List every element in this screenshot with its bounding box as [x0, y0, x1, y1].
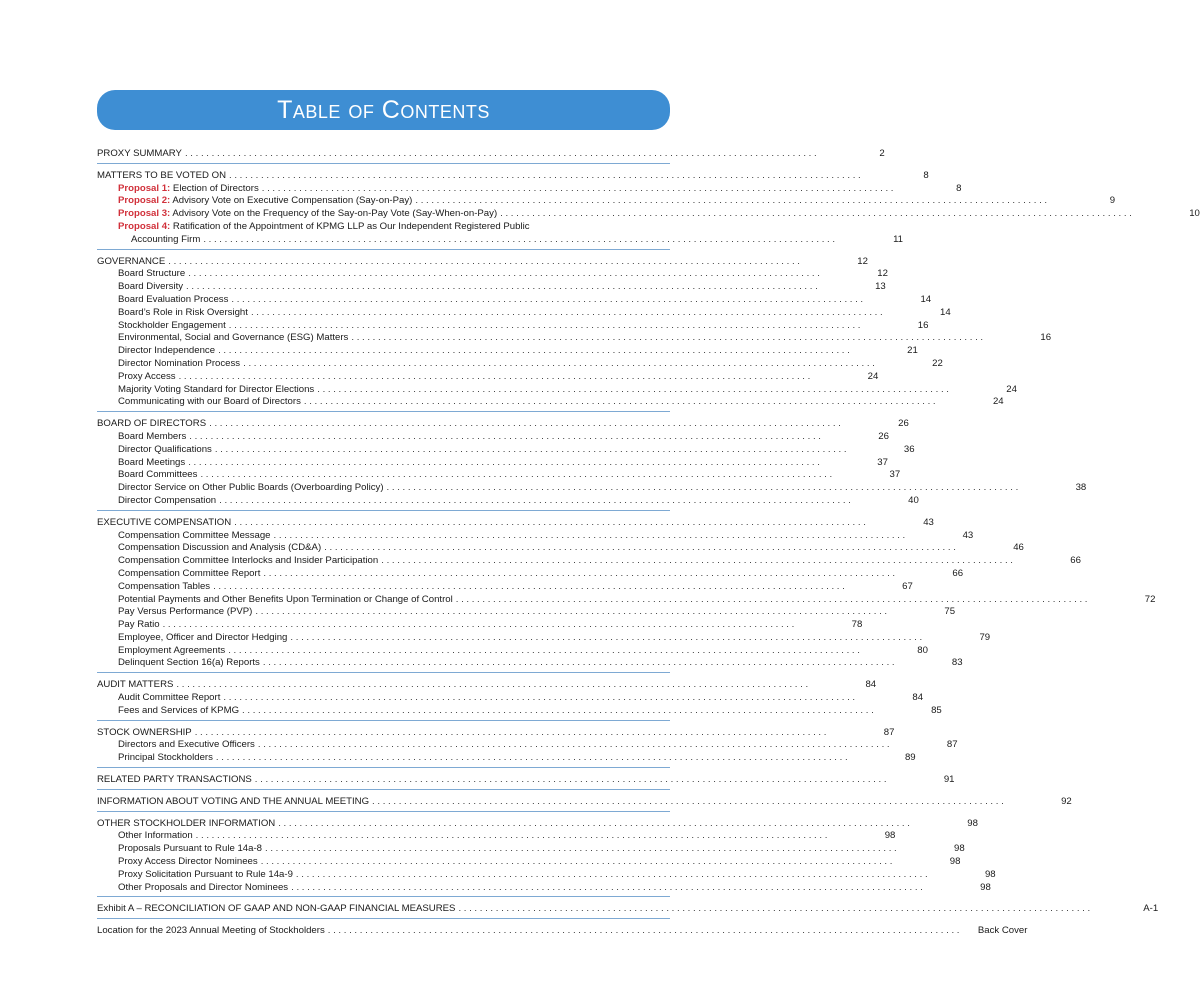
toc-title: Table of Contents [277, 96, 490, 124]
dot-leader: . . . . . . . . . . . . . . . . . . . . . . . . . . . . . . . . . . . . . . . . . . . . . . . . . . . . . . . . . . . . . . . . . . . . . . . . . . . . . . . . . . . . . . . . . . . . . . . . . . . . . . . . . . . . . . . . . . . . . . . [386, 482, 1019, 494]
toc-subentry[interactable] [97, 657, 963, 670]
toc-page-number: 98 [967, 817, 978, 829]
toc-entry-text: Employment Agreements [118, 644, 226, 656]
toc-page-number: 12 [877, 268, 888, 280]
toc-entry-text: Board Meetings [118, 456, 186, 468]
toc-page-number: 85 [931, 704, 942, 716]
toc-page-number: 9 [1109, 195, 1116, 207]
proposal-label: Proposal 2: [118, 195, 171, 207]
toc-entry-text: AUDIT MATTERS [97, 679, 174, 691]
toc-page-number: 84 [912, 692, 924, 704]
dot-leader: . . . . . . . . . . . . . . . . . . . . . . . . . . . . . . . . . . . . . . . . . . . . . . . . . . . . . . . . . . . . . . . . . . . . . . . . . . . . . . . . . . . . . . . . . . . . . . . . . . . . . . . . . . . . . . . . . . . . . . . [372, 795, 1004, 807]
toc-subentry[interactable] [97, 692, 924, 705]
dot-leader: . . . . . . . . . . . . . . . . . . . . . . . . . . . . . . . . . . . . . . . . . . . . . . . . . . . . . . . . . . . . . . . . . . . . . . . . . . . . . . . . . . . . . . . . . . . . . . . . . . . . . . . . . . . . . . . . . . . . . . . [214, 443, 847, 455]
toc-section [97, 925, 1028, 940]
dot-leader: . . . . . . . . . . . . . . . . . . . . . . . . . . . . . . . . . . . . . . . . . . . . . . . . . . . . . . . . . . . . . . . . . . . . . . . . . . . . . . . . . . . . . . . . . . . . . . . . . . . . . . . . . . . . . . . . . . . . . . . [213, 580, 845, 592]
toc-page-number: 78 [851, 619, 863, 631]
dot-leader: . . . . . . . . . . . . . . . . . . . . . . . . . . . . . . . . . . . . . . . . . . . . . . . . . . . . . . . . . . . . . . . . . . . . . . . . . . . . . . . . . . . . . . . . . . . . . . . . . . . . . . . . . . . . . . . . . . . . . . . [200, 469, 833, 481]
toc-page-number: 24 [867, 370, 879, 382]
dot-leader: . . . . . . . . . . . . . . . . . . . . . . . . . . . . . . . . . . . . . . . . . . . . . . . . . . . . . . . . . . . . . . . . . . . . . . . . . . . . . . . . . . . . . . . . . . . . . . . . . . . . . . . . . . . . . . . . . . . . . . . [184, 148, 817, 159]
toc-page-number: 87 [883, 726, 895, 738]
toc-subentry[interactable] [97, 383, 1017, 397]
toc-entry-text: Location for the 2023 Annual Meeting of Stockholders [97, 925, 325, 937]
toc-entry-text: RELATED PARTY TRANSACTIONS [97, 774, 252, 786]
toc-page-number: 37 [889, 469, 901, 481]
toc-subentry[interactable] [97, 580, 913, 594]
toc-entry-text: Director Independence [118, 345, 216, 357]
toc-entry-text: Board Evaluation Process [118, 293, 229, 305]
proposal-label: Proposal 3: [118, 208, 171, 220]
toc-subentry[interactable] [97, 631, 991, 645]
toc-subentry[interactable] [97, 567, 964, 581]
dot-leader: . . . . . . . . . . . . . . . . . . . . . . . . . . . . . . . . . . . . . . . . . . . . . . . . . . . . . . . . . . . . . . . . . . . . . . . . . . . . . . . . . . . . . . . . . . . . . . . . . . . . . . . . . . . . . . . . . . . . . . . [260, 856, 893, 868]
toc-subentry[interactable] [97, 208, 1200, 221]
toc-subentry[interactable] [97, 430, 889, 444]
dot-leader: . . . . . . . . . . . . . . . . . . . . . . . . . . . . . . . . . . . . . . . . . . . . . . . . . . . . . . . . . . . . . . . . . . . . . . . . . . . . . . . . . . . . . . . . . . . . . . . . . . . . . . . . . . . . . . . . . . . . . . . [257, 739, 890, 751]
toc-page-number: 8 [956, 182, 962, 194]
toc-entry-text: Communicating with our Board of Directors [118, 396, 301, 408]
toc-page-number: Back Cover [977, 925, 1028, 937]
toc-page-number: 87 [946, 739, 958, 751]
dot-leader: . . . . . . . . . . . . . . . . . . . . . . . . . . . . . . . . . . . . . . . . . . . . . . . . . . . . . . . . . . . . . . . . . . . . . . . . . . . . . . . . . . . . . . . . . . . . . . . . . . . . . . . . . . . . . . . . . . . . . . . [317, 383, 949, 395]
toc-page-number: 16 [1040, 332, 1052, 344]
toc-page-number: 83 [951, 657, 963, 669]
toc-entry-text: Pay Ratio [118, 619, 160, 631]
dot-leader: . . . . . . . . . . . . . . . . . . . . . . . . . . . . . . . . . . . . . . . . . . . . . . . . . . . . . . . . . . . . . . . . . . . . . . . . . . . . . . . . . . . . . . . . . . . . . . . . . . . . . . . . . . . . . . . . . . . . . . . [351, 332, 984, 344]
toc-page-number: 43 [923, 516, 934, 528]
toc-section [97, 795, 1072, 812]
toc-entry-text: Advisory Vote on Executive Compensation (Say-on-Pay) [170, 195, 413, 207]
dot-leader: . . . . . . . . . . . . . . . . . . . . . . . . . . . . . . . . . . . . . . . . . . . . . . . . . . . . . . . . . . . . . . . . . . . . . . . . . . . . . . . . . . . . . . . . . . . . . . . . . . . . . . . . . . . . . . . . . . . . . . . [265, 843, 897, 855]
toc-subentry[interactable] [97, 319, 929, 333]
toc-entry-text: STOCK OWNERSHIP [97, 726, 192, 738]
toc-entry-text: Board Structure [118, 268, 186, 280]
toc-page-number: 22 [932, 357, 943, 369]
toc-page-number: 98 [980, 881, 991, 893]
toc-page-number: 46 [1013, 542, 1024, 554]
dot-leader: . . . . . . . . . . . . . . . . . . . . . . . . . . . . . . . . . . . . . . . . . . . . . . . . . . . . . . . . . . . . . . . . . . . . . . . . . . . . . . . . . . . . . . . . . . . . . . . . . . . . . . . . . . . . . . . . . . . . . . . [231, 293, 864, 305]
dot-leader: . . . . . . . . . . . . . . . . . . . . . . . . . . . . . . . . . . . . . . . . . . . . . . . . . . . . . . . . . . . . . . . . . . . . . . . . . . . . . . . . . . . . . . . . . . . . . . . . . . . . . . . . . . . . . . . . . . . . . . . [295, 868, 928, 880]
toc-subentry[interactable] [97, 306, 951, 320]
dot-leader: . . . . . . . . . . . . . . . . . . . . . . . . . . . . . . . . . . . . . . . . . . . . . . . . . . . . . . . . . . . . . . . . . . . . . . . . . . . . . . . . . . . . . . . . . . . . . . . . . . . . . . . . . . . . . . . . . . . . . . . [291, 881, 923, 893]
toc-heading-entry[interactable] [97, 726, 895, 740]
toc-page-number: 14 [939, 306, 951, 318]
toc-page-number: 24 [1006, 383, 1017, 395]
dot-leader: . . . . . . . . . . . . . . . . . . . . . . . . . . . . . . . . . . . . . . . . . . . . . . . . . . . . . . . . . . . . . . . . . . . . . . . . . . . . . . . . . . . . . . . . . . . . . . . . . . . . . . . . . . . . . . . . . . . . . . . [273, 529, 906, 541]
toc-subentry[interactable] [97, 293, 932, 307]
dot-leader: . . . . . . . . . . . . . . . . . . . . . . . . . . . . . . . . . . . . . . . . . . . . . . . . . . . . . . . . . . . . . . . . . . . . . . . . . . . . . . . . . . . . . . . . . . . . . . . . . . . . . . . . . . . . . . . . . . . . . . . [188, 268, 820, 280]
toc-entry-text: Proxy Solicitation Pursuant to Rule 14a-9 [118, 868, 293, 880]
toc-title-banner [97, 90, 670, 130]
toc-section [97, 148, 885, 164]
toc-subentry[interactable] [97, 357, 943, 371]
toc-entry-text: Compensation Committee Interlocks and Insider Participation [118, 555, 379, 567]
toc-entry-text: Ratification of the Appointment of KPMG LLP as Our Independent Registered Public [170, 220, 530, 232]
toc-section [97, 255, 1052, 413]
dot-leader: . . . . . . . . . . . . . . . . . . . . . . . . . . . . . . . . . . . . . . . . . . . . . . . . . . . . . . . . . . . . . . . . . . . . . . . . . . . . . . . . . . . . . . . . . . . . . . . . . . . . . . . . . . . . . . . . . . . . . . . [223, 692, 856, 704]
dot-leader: . . . . . . . . . . . . . . . . . . . . . . . . . . . . . . . . . . . . . . . . . . . . . . . . . . . . . . . . . . . . . . . . . . . . . . . . . . . . . . . . . . . . . . . . . . . . . . . . . . . . . . . . . . . . . . . . . . . . . . . [255, 606, 888, 618]
toc-subentry[interactable] [97, 370, 879, 384]
toc-page-number: 11 [893, 233, 904, 245]
toc-entry-text: Director Qualifications [118, 443, 212, 455]
dot-leader: . . . . . . . . . . . . . . . . . . . . . . . . . . . . . . . . . . . . . . . . . . . . . . . . . . . . . . . . . . . . . . . . . . . . . . . . . . . . . . . . . . . . . . . . . . . . . . . . . . . . . . . . . . . . . . . . . . . . . . . [290, 631, 923, 643]
dot-leader: . . . . . . . . . . . . . . . . . . . . . . . . . . . . . . . . . . . . . . . . . . . . . . . . . . . . . . . . . . . . . . . . . . . . . . . . . . . . . . . . . . . . . . . . . . . . . . . . . . . . . . . . . . . . . . . . . . . . . . . [178, 370, 811, 382]
toc-page-number: 98 [949, 856, 961, 868]
dot-leader: . . . . . . . . . . . . . . . . . . . . . . . . . . . . . . . . . . . . . . . . . . . . . . . . . . . . . . . . . . . . . . . . . . . . . . . . . . . . . . . . . . . . . . . . . . . . . . . . . . . . . . . . . . . . . . . . . . . . . . . [327, 925, 960, 937]
toc-page-number: 24 [992, 396, 1004, 408]
toc-entry-text: Board’s Role in Risk Oversight [118, 306, 248, 318]
toc-entry-text: Compensation Committee Message [118, 529, 271, 541]
toc-entry-text: Directors and Executive Officers [118, 739, 255, 751]
toc-subentry[interactable] [97, 494, 919, 508]
toc-subentry[interactable] [97, 456, 888, 470]
dot-leader: . . . . . . . . . . . . . . . . . . . . . . . . . . . . . . . . . . . . . . . . . . . . . . . . . . . . . . . . . . . . . . . . . . . . . . . . . . . . . . . . . . . . . . . . . . . . . . . . . . . . . . . . . . . . . . . . . . . . . . . [500, 208, 1132, 220]
proposal-label: Proposal 1: [118, 182, 171, 194]
toc-subentry[interactable] [97, 542, 1024, 555]
dot-leader: . . . . . . . . . . . . . . . . . . . . . . . . . . . . . . . . . . . . . . . . . . . . . . . . . . . . . . . . . . . . . . . . . . . . . . . . . . . . . . . . . . . . . . . . . . . . . . . . . . . . . . . . . . . . . . . . . . . . . . . [458, 903, 1091, 915]
toc-entry-text: Employee, Officer and Director Hedging [118, 631, 288, 643]
toc-subentry[interactable] [97, 739, 958, 752]
toc-page-number: 79 [979, 631, 991, 643]
toc-entry-text: Board Diversity [118, 281, 184, 293]
dot-leader: . . . . . . . . . . . . . . . . . . . . . . . . . . . . . . . . . . . . . . . . . . . . . . . . . . . . . . . . . . . . . . . . . . . . . . . . . . . . . . . . . . . . . . . . . . . . . . . . . . . . . . . . . . . . . . . . . . . . . . . [219, 494, 851, 506]
toc-section [97, 169, 1200, 250]
toc-entry-text: Compensation Discussion and Analysis (CD&A) [118, 542, 322, 554]
toc-page-number: 72 [1144, 593, 1156, 605]
toc-page-number: 98 [954, 843, 965, 855]
toc-entry-text: Director Service on Other Public Boards (Overboarding Policy) [118, 482, 384, 494]
toc-subentry[interactable] [97, 221, 670, 234]
dot-leader: . . . . . . . . . . . . . . . . . . . . . . . . . . . . . . . . . . . . . . . . . . . . . . . . . . . . . . . . . . . . . . . . . . . . . . . . . . . . . . . . . . . . . . . . . . . . . . . . . . . . . . . . . . . . . . . . . . . . . . . [278, 817, 910, 829]
dot-leader: . . . . . . . . . . . . . . . . . . . . . . . . . . . . . . . . . . . . . . . . . . . . . . . . . . . . . . . . . . . . . . . . . . . . . . . . . . . . . . . . . . . . . . . . . . . . . . . . . . . . . . . . . . . . . . . . . . . . . . . [381, 555, 1013, 567]
toc-section [97, 516, 1156, 674]
toc-entry-text: Proposals Pursuant to Rule 14a-8 [118, 843, 262, 855]
toc-subentry[interactable] [97, 469, 901, 482]
toc-heading-entry[interactable] [97, 255, 868, 269]
toc-subentry[interactable] [97, 268, 888, 281]
toc-subentry[interactable] [97, 704, 942, 718]
toc-subentry[interactable] [97, 593, 1156, 607]
toc-heading-entry[interactable] [97, 925, 1028, 938]
toc-entry-text: Delinquent Section 16(a) Reports [118, 657, 260, 669]
toc-page-number: 98 [884, 830, 896, 842]
toc-entry-text: Principal Stockholders [118, 752, 213, 764]
toc-entry-text: Compensation Tables [118, 580, 211, 592]
toc-subentry[interactable] [97, 619, 863, 632]
toc-entry-text: GOVERNANCE [97, 255, 166, 267]
toc-page-number: 26 [898, 418, 909, 430]
toc-page-number: 67 [902, 580, 913, 592]
toc-subentry[interactable] [97, 752, 916, 765]
dot-leader: . . . . . . . . . . . . . . . . . . . . . . . . . . . . . . . . . . . . . . . . . . . . . . . . . . . . . . . . . . . . . . . . . . . . . . . . . . . . . . . . . . . . . . . . . . . . . . . . . . . . . . . . . . . . . . . . . . . . . . . [162, 619, 795, 631]
toc-subentry[interactable] [97, 281, 886, 294]
toc-page-number: 89 [904, 752, 916, 764]
toc-entry-text: Compensation Committee Report [118, 567, 261, 579]
toc-subentry[interactable] [97, 830, 896, 843]
dot-leader: . . . . . . . . . . . . . . . . . . . . . . . . . . . . . . . . . . . . . . . . . . . . . . . . . . . . . . . . . . . . . . . . . . . . . . . . . . . . . . . . . . . . . . . . . . . . . . . . . . . . . . . . . . . . . . . . . . . . . . . [176, 679, 809, 691]
toc-heading-entry[interactable] [97, 679, 877, 692]
toc-entry-text: Board Committees [118, 469, 198, 481]
toc-section [97, 726, 958, 768]
dot-leader: . . . . . . . . . . . . . . . . . . . . . . . . . . . . . . . . . . . . . . . . . . . . . . . . . . . . . . . . . . . . . . . . . . . . . . . . . . . . . . . . . . . . . . . . . . . . . . . . . . . . . . . . . . . . . . . . . . . . . . . [194, 726, 827, 738]
dot-leader: . . . . . . . . . . . . . . . . . . . . . . . . . . . . . . . . . . . . . . . . . . . . . . . . . . . . . . . . . . . . . . . . . . . . . . . . . . . . . . . . . . . . . . . . . . . . . . . . . . . . . . . . . . . . . . . . . . . . . . . [261, 182, 894, 194]
toc-section [97, 774, 955, 790]
toc-entry-text: Majority Voting Standard for Director Elections [118, 383, 315, 395]
toc-heading-entry[interactable] [97, 148, 885, 161]
dot-leader: . . . . . . . . . . . . . . . . . . . . . . . . . . . . . . . . . . . . . . . . . . . . . . . . . . . . . . . . . . . . . . . . . . . . . . . . . . . . . . . . . . . . . . . . . . . . . . . . . . . . . . . . . . . . . . . . . . . . . . . [195, 830, 828, 842]
dot-leader: . . . . . . . . . . . . . . . . . . . . . . . . . . . . . . . . . . . . . . . . . . . . . . . . . . . . . . . . . . . . . . . . . . . . . . . . . . . . . . . . . . . . . . . . . . . . . . . . . . . . . . . . . . . . . . . . . . . . . . . [203, 233, 836, 245]
toc-entry-text: Potential Payments and Other Benefits Upon Termination or Change of Control [118, 593, 453, 605]
toc-subentry[interactable] [97, 868, 996, 882]
toc-entry-text: Audit Committee Report [118, 692, 221, 704]
dot-leader: . . . . . . . . . . . . . . . . . . . . . . . . . . . . . . . . . . . . . . . . . . . . . . . . . . . . . . . . . . . . . . . . . . . . . . . . . . . . . . . . . . . . . . . . . . . . . . . . . . . . . . . . . . . . . . . . . . . . . . . [455, 593, 1088, 605]
toc-heading-entry[interactable] [97, 795, 1072, 809]
toc-page-number: 75 [944, 606, 956, 618]
toc-subentry[interactable] [97, 443, 915, 457]
toc-page-number: 10 [1189, 208, 1200, 220]
toc-page-number: 26 [878, 430, 889, 442]
toc-page-number: 37 [877, 456, 888, 468]
toc-subentry[interactable] [97, 233, 904, 247]
toc-entry-text: Environmental, Social and Governance (ESG) Matters [118, 332, 349, 344]
dot-leader: . . . . . . . . . . . . . . . . . . . . . . . . . . . . . . . . . . . . . . . . . . . . . . . . . . . . . . . . . . . . . . . . . . . . . . . . . . . . . . . . . . . . . . . . . . . . . . . . . . . . . . . . . . . . . . . . . . . . . . . [189, 430, 821, 442]
toc-page-number: 21 [907, 345, 918, 357]
toc-entry-text: Pay Versus Performance (PVP) [118, 606, 253, 618]
dot-leader: . . . . . . . . . . . . . . . . . . . . . . . . . . . . . . . . . . . . . . . . . . . . . . . . . . . . . . . . . . . . . . . . . . . . . . . . . . . . . . . . . . . . . . . . . . . . . . . . . . . . . . . . . . . . . . . . . . . . . . . [209, 418, 841, 430]
toc-subentry[interactable] [97, 843, 965, 856]
toc-entry-text: MATTERS TO BE VOTED ON [97, 169, 226, 181]
dot-leader: . . . . . . . . . . . . . . . . . . . . . . . . . . . . . . . . . . . . . . . . . . . . . . . . . . . . . . . . . . . . . . . . . . . . . . . . . . . . . . . . . . . . . . . . . . . . . . . . . . . . . . . . . . . . . . . . . . . . . . . [186, 281, 818, 293]
toc-subentry[interactable] [97, 332, 1052, 345]
toc-entry-text: Other Proposals and Director Nominees [118, 881, 289, 893]
toc-heading-entry[interactable] [97, 774, 955, 787]
toc-subentry[interactable] [97, 644, 928, 658]
toc-subentry[interactable] [97, 606, 956, 619]
toc-entry-text: Fees and Services of KPMG [118, 704, 240, 716]
toc-subentry[interactable] [97, 182, 962, 196]
toc-entry-text: Exhibit A – RECONCILIATION OF GAAP AND NON-GAAP FINANCIAL MEASURES [97, 903, 456, 915]
toc-page-number: 8 [923, 169, 929, 181]
toc-heading-entry[interactable] [97, 418, 909, 431]
toc-page-number: 38 [1075, 482, 1087, 494]
toc-page-number: A-1 [1143, 903, 1159, 915]
toc-entry-text: Election of Directors [170, 182, 259, 194]
dot-leader: . . . . . . . . . . . . . . . . . . . . . . . . . . . . . . . . . . . . . . . . . . . . . . . . . . . . . . . . . . . . . . . . . . . . . . . . . . . . . . . . . . . . . . . . . . . . . . . . . . . . . . . . . . . . . . . . . . . . . . . [263, 567, 896, 579]
toc-subentry[interactable] [97, 482, 1087, 495]
dot-leader: . . . . . . . . . . . . . . . . . . . . . . . . . . . . . . . . . . . . . . . . . . . . . . . . . . . . . . . . . . . . . . . . . . . . . . . . . . . . . . . . . . . . . . . . . . . . . . . . . . . . . . . . . . . . . . . . . . . . . . . [250, 306, 883, 318]
toc-page-number: 80 [917, 644, 928, 656]
toc-heading-entry[interactable] [97, 903, 1159, 916]
toc-page-number: 16 [917, 319, 929, 331]
toc-heading-entry[interactable] [97, 817, 978, 831]
toc-entry-text: Stockholder Engagement [118, 319, 226, 331]
toc-subentry[interactable] [97, 195, 1116, 208]
toc-subentry[interactable] [97, 856, 961, 869]
dot-leader: . . . . . . . . . . . . . . . . . . . . . . . . . . . . . . . . . . . . . . . . . . . . . . . . . . . . . . . . . . . . . . . . . . . . . . . . . . . . . . . . . . . . . . . . . . . . . . . . . . . . . . . . . . . . . . . . . . . . . . . [229, 169, 861, 181]
dot-leader: . . . . . . . . . . . . . . . . . . . . . . . . . . . . . . . . . . . . . . . . . . . . . . . . . . . . . . . . . . . . . . . . . . . . . . . . . . . . . . . . . . . . . . . . . . . . . . . . . . . . . . . . . . . . . . . . . . . . . . . [262, 657, 895, 669]
toc-page-number: 13 [875, 281, 886, 293]
dot-leader: . . . . . . . . . . . . . . . . . . . . . . . . . . . . . . . . . . . . . . . . . . . . . . . . . . . . . . . . . . . . . . . . . . . . . . . . . . . . . . . . . . . . . . . . . . . . . . . . . . . . . . . . . . . . . . . . . . . . . . . [242, 704, 874, 716]
toc-entry-text: Board Members [118, 430, 187, 442]
toc-entry-text: Director Compensation [118, 494, 217, 506]
toc-section [97, 817, 996, 898]
toc-entry-text: OTHER STOCKHOLDER INFORMATION [97, 817, 276, 829]
toc-entry-text: Accounting Firm [131, 233, 201, 245]
toc-entry-text: Other Information [118, 830, 193, 842]
dot-leader: . . . . . . . . . . . . . . . . . . . . . . . . . . . . . . . . . . . . . . . . . . . . . . . . . . . . . . . . . . . . . . . . . . . . . . . . . . . . . . . . . . . . . . . . . . . . . . . . . . . . . . . . . . . . . . . . . . . . . . . [228, 644, 860, 656]
dot-leader: . . . . . . . . . . . . . . . . . . . . . . . . . . . . . . . . . . . . . . . . . . . . . . . . . . . . . . . . . . . . . . . . . . . . . . . . . . . . . . . . . . . . . . . . . . . . . . . . . . . . . . . . . . . . . . . . . . . . . . . [215, 752, 848, 764]
toc-entry-text: Director Nomination Process [118, 357, 241, 369]
dot-leader: . . . . . . . . . . . . . . . . . . . . . . . . . . . . . . . . . . . . . . . . . . . . . . . . . . . . . . . . . . . . . . . . . . . . . . . . . . . . . . . . . . . . . . . . . . . . . . . . . . . . . . . . . . . . . . . . . . . . . . . [303, 396, 936, 408]
toc-page-number: 98 [984, 868, 996, 880]
toc-page-number: 66 [1070, 555, 1081, 567]
toc-page-number: 91 [943, 774, 955, 786]
toc-subentry[interactable] [97, 396, 1004, 409]
toc-page-number: 66 [952, 567, 964, 579]
toc-section [97, 679, 942, 720]
toc-subentry[interactable] [97, 529, 974, 543]
dot-leader: . . . . . . . . . . . . . . . . . . . . . . . . . . . . . . . . . . . . . . . . . . . . . . . . . . . . . . . . . . . . . . . . . . . . . . . . . . . . . . . . . . . . . . . . . . . . . . . . . . . . . . . . . . . . . . . . . . . . . . . [324, 542, 956, 554]
toc-entry-text: Advisory Vote on the Frequency of the Say-on-Pay Vote (Say-When-on-Pay) [170, 208, 498, 220]
toc-subentry[interactable] [97, 555, 1081, 568]
toc-entry-text: EXECUTIVE COMPENSATION [97, 516, 232, 528]
dot-leader: . . . . . . . . . . . . . . . . . . . . . . . . . . . . . . . . . . . . . . . . . . . . . . . . . . . . . . . . . . . . . . . . . . . . . . . . . . . . . . . . . . . . . . . . . . . . . . . . . . . . . . . . . . . . . . . . . . . . . . . [234, 516, 866, 528]
dot-leader: . . . . . . . . . . . . . . . . . . . . . . . . . . . . . . . . . . . . . . . . . . . . . . . . . . . . . . . . . . . . . . . . . . . . . . . . . . . . . . . . . . . . . . . . . . . . . . . . . . . . . . . . . . . . . . . . . . . . . . . [243, 357, 875, 369]
toc-entry-text: Proxy Access [118, 370, 176, 382]
toc-heading-entry[interactable] [97, 516, 934, 530]
toc-page-number: 36 [903, 443, 915, 455]
toc-page-number: 92 [1061, 795, 1072, 807]
toc-page-number: 14 [920, 293, 932, 305]
toc-section [97, 418, 1087, 511]
dot-leader: . . . . . . . . . . . . . . . . . . . . . . . . . . . . . . . . . . . . . . . . . . . . . . . . . . . . . . . . . . . . . . . . . . . . . . . . . . . . . . . . . . . . . . . . . . . . . . . . . . . . . . . . . . . . . . . . . . . . . . . [168, 255, 800, 267]
dot-leader: . . . . . . . . . . . . . . . . . . . . . . . . . . . . . . . . . . . . . . . . . . . . . . . . . . . . . . . . . . . . . . . . . . . . . . . . . . . . . . . . . . . . . . . . . . . . . . . . . . . . . . . . . . . . . . . . . . . . . . . [218, 345, 850, 357]
dot-leader: . . . . . . . . . . . . . . . . . . . . . . . . . . . . . . . . . . . . . . . . . . . . . . . . . . . . . . . . . . . . . . . . . . . . . . . . . . . . . . . . . . . . . . . . . . . . . . . . . . . . . . . . . . . . . . . . . . . . . . . [188, 456, 820, 468]
toc-subentry[interactable] [97, 881, 991, 895]
toc-heading-entry[interactable] [97, 169, 929, 183]
toc-section [97, 903, 1159, 919]
proposal-label: Proposal 4: [118, 220, 171, 232]
dot-leader: . . . . . . . . . . . . . . . . . . . . . . . . . . . . . . . . . . . . . . . . . . . . . . . . . . . . . . . . . . . . . . . . . . . . . . . . . . . . . . . . . . . . . . . . . . . . . . . . . . . . . . . . . . . . . . . . . . . . . . . [228, 319, 861, 331]
toc-page-number: 2 [879, 148, 885, 159]
toc-page-number: 84 [865, 679, 877, 691]
toc-subentry[interactable] [97, 345, 918, 358]
toc-page-number: 12 [857, 255, 868, 267]
toc-entry-text: BOARD OF DIRECTORS [97, 418, 207, 430]
toc-entry-text: INFORMATION ABOUT VOTING AND THE ANNUAL MEETING [97, 795, 370, 807]
toc-entry-text: PROXY SUMMARY [97, 148, 182, 159]
toc-page-number: 43 [962, 529, 974, 541]
dot-leader: . . . . . . . . . . . . . . . . . . . . . . . . . . . . . . . . . . . . . . . . . . . . . . . . . . . . . . . . . . . . . . . . . . . . . . . . . . . . . . . . . . . . . . . . . . . . . . . . . . . . . . . . . . . . . . . . . . . . . . . [254, 774, 887, 786]
toc-list [97, 148, 1200, 946]
toc-entry-text: Proxy Access Director Nominees [118, 856, 258, 868]
dot-leader: . . . . . . . . . . . . . . . . . . . . . . . . . . . . . . . . . . . . . . . . . . . . . . . . . . . . . . . . . . . . . . . . . . . . . . . . . . . . . . . . . . . . . . . . . . . . . . . . . . . . . . . . . . . . . . . . . . . . . . . [415, 195, 1048, 207]
toc-page-number: 40 [908, 494, 919, 506]
